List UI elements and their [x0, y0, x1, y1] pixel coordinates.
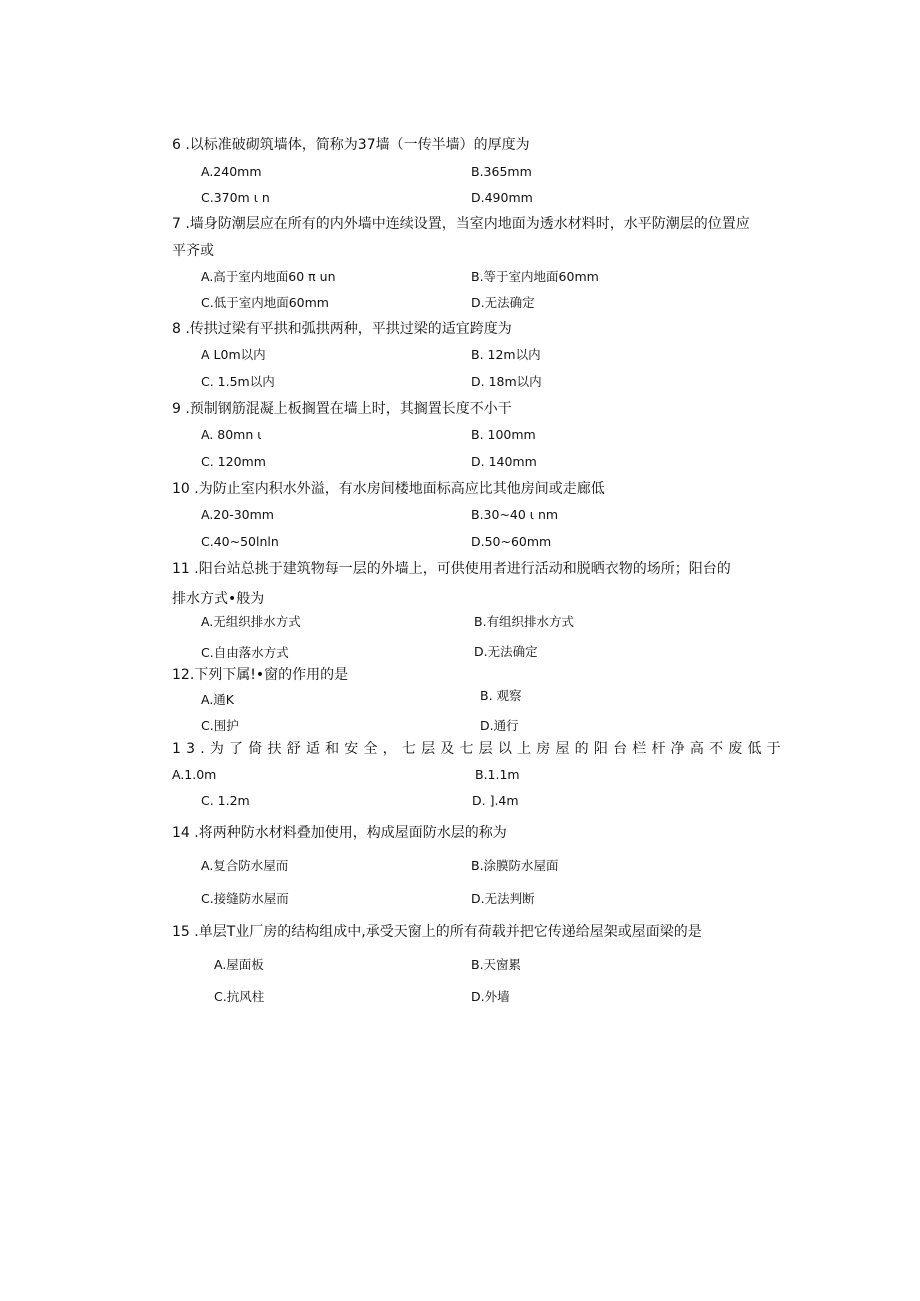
question-9-option-d: D. 140mm	[471, 454, 537, 469]
question-12-option-b: B. 观察	[480, 688, 522, 703]
question-7-option-c: C.低于室内地面60mm	[201, 295, 329, 310]
question-8-option-a: A L0m以内	[201, 347, 266, 362]
question-14-option-b: B.涂膜防水屋面	[471, 858, 559, 873]
question-13-option-b: B.1.1m	[475, 767, 520, 782]
question-9-option-c: C. 120mm	[201, 454, 266, 469]
question-15-option-a: A.屋面板	[214, 957, 264, 972]
question-10-option-a: A.20-30mm	[201, 507, 274, 522]
question-8-option-d: D. 18m以内	[471, 374, 542, 389]
question-6-option-a: A.240mm	[201, 164, 262, 179]
question-14-option-a: A.复合防水屋而	[201, 858, 289, 873]
question-7-option-a: A.高于室内地面60 π un	[201, 269, 336, 284]
question-6-option-b: B.365mm	[471, 164, 532, 179]
question-10-option-c: C.40~50lnln	[201, 534, 279, 549]
question-11-option-a: A.无组织排水方式	[201, 614, 301, 629]
question-8-stem: 8 .传拱过梁有平拱和弧拱两种，平拱过梁的适宜跨度为	[172, 321, 512, 337]
question-8-option-b: B. 12m以内	[471, 347, 541, 362]
question-9-option-a: A. 80mn ι	[201, 427, 262, 442]
question-11-stem-cont: 排水方式•般为	[172, 591, 265, 607]
question-9-stem: 9 .预制钢筋混凝上板搁置在墙上时，其搁置长度不小干	[172, 401, 512, 417]
question-12-option-d: D.通行	[480, 718, 519, 733]
question-15-stem: 15 .单层T业厂房的结构组成中,承受天窗上的所有荷载并把它传递给屋架或屋面梁的是	[172, 924, 702, 940]
question-7-stem: 7 .墙身防潮层应在所有的内外墙中连续设置，当室内地面为透水材料时，水平防潮层的位置应	[172, 216, 750, 232]
question-10-stem: 10 .为防止室内积水外溢，有水房间楼地面标高应比其他房间或走廊低	[172, 481, 605, 497]
question-8-option-c: C. 1.5m以内	[201, 374, 275, 389]
question-6-option-d: D.490mm	[471, 190, 533, 205]
question-13-option-a: A.1.0m	[172, 767, 217, 782]
question-15-option-d: D.外墙	[471, 989, 510, 1004]
question-6-stem: 6 .以标准破砌筑墙体，简称为37墙（一传半墙）的厚度为	[172, 137, 530, 153]
question-11-option-c: C.自由落水方式	[201, 645, 289, 660]
question-10-option-b: B.30~40 ι nm	[471, 507, 559, 522]
question-13-option-d: D. ].4m	[472, 793, 519, 808]
question-14-option-d: D.无法判断	[471, 891, 535, 906]
question-14-option-c: C.接缝防水屋而	[201, 891, 289, 906]
question-13-option-c: C. 1.2m	[201, 793, 250, 808]
question-11-option-b: B.有组织排水方式	[474, 614, 575, 629]
question-12-stem: 12.下列下属!•窗的作用的是	[172, 667, 349, 683]
question-15-option-c: C.抗风柱	[214, 989, 265, 1004]
question-13-stem: 13.为了倚扶舒适和安全，七层及七层以上房屋的阳台栏杆净高不废低于	[172, 741, 786, 757]
question-7-option-b: B.等于室内地面60mm	[471, 269, 599, 284]
question-12-option-c: C.围护	[201, 718, 239, 733]
question-9-option-b: B. 100mm	[471, 427, 536, 442]
question-7-option-d: D.无法确定	[471, 295, 535, 310]
question-12-option-a: A.通K	[201, 692, 235, 707]
question-6-option-c: C.370m ι n	[201, 190, 270, 205]
question-10-option-d: D.50~60mm	[471, 534, 552, 549]
question-11-option-d: D.无法确定	[474, 644, 538, 659]
question-14-stem: 14 .将两种防水材料叠加使用，构成屋面防水层的称为	[172, 825, 507, 841]
question-7-stem-cont: 平齐或	[172, 243, 214, 259]
question-11-stem: 11 .阳台站总挑于建筑物每一层的外墙上，可供使用者进行活动和脱晒衣物的场所；阳台的	[172, 561, 731, 577]
question-15-option-b: B.天窗累	[471, 957, 522, 972]
